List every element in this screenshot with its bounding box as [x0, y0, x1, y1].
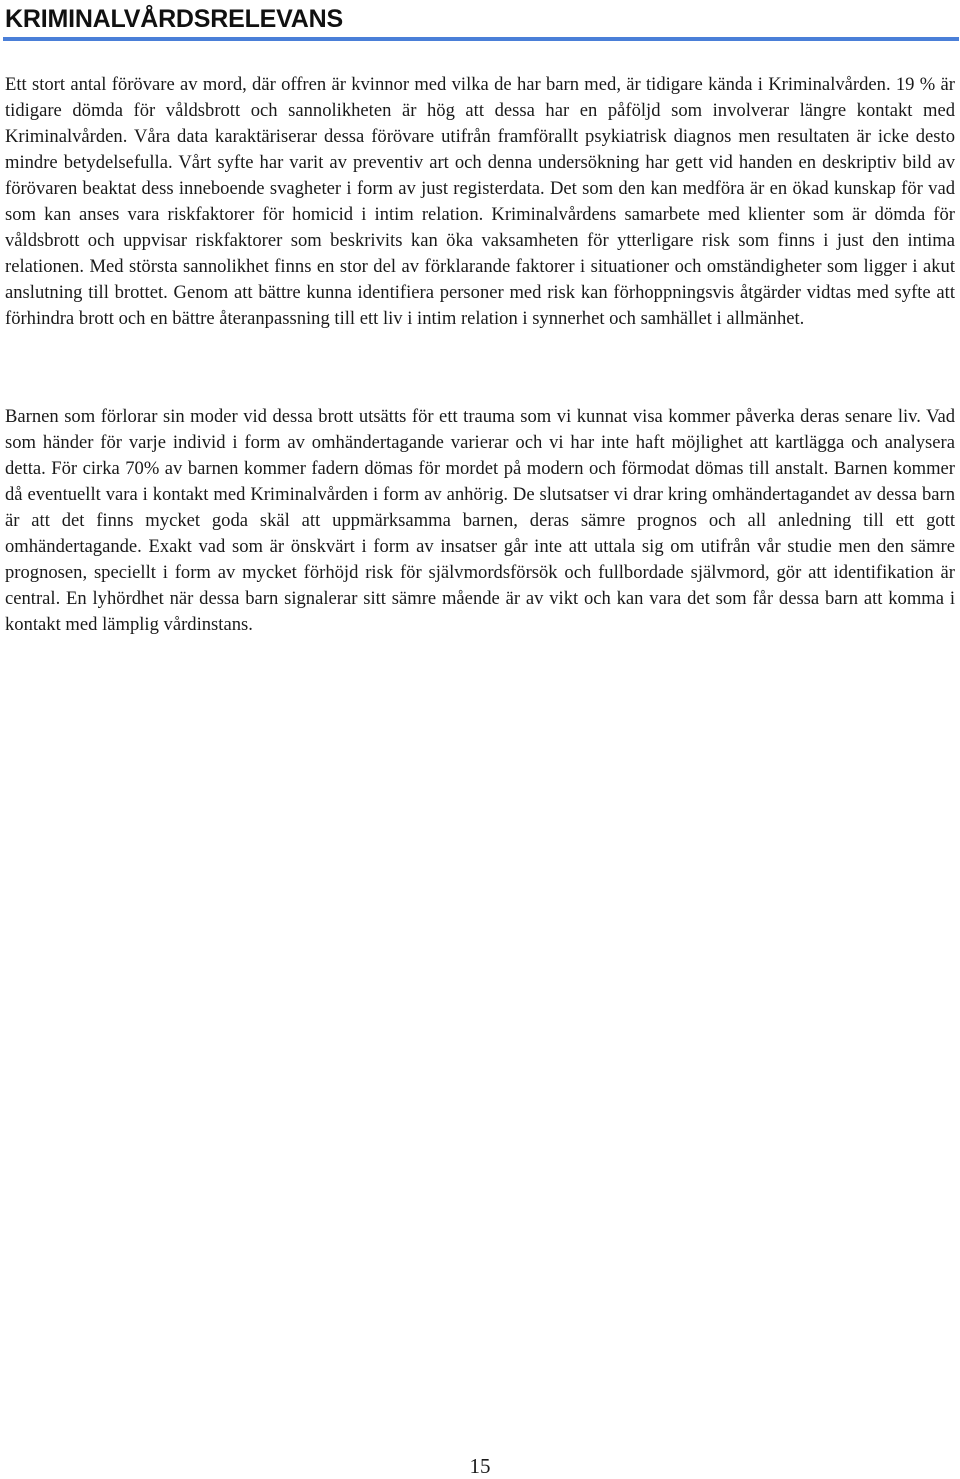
page-number: 15	[469, 1454, 491, 1478]
body-paragraph-1: Ett stort antal förövare av mord, där offren är kvinnor med vilka de har barn med, är tidigare kända i Kriminalvården. 19 % är tidigare dömda för våldsbrott och sannolikheten är hög att dessa har en påföljd som involverar längre kontakt med Kriminalvården. Våra data karaktäriserar dessa förövare utifrån framförallt psykiatrisk diagnos men resultaten är icke desto mindre betydelsefulla. Vårt syfte har varit av preventiv art och denna undersökning har gett vid handen en deskriptiv bild av förövaren beaktat dess inneboende svagheter i form av just registerdata. Det som den kan medföra är en ökad kunskap för vad som kan anses vara riskfaktorer för homicid i intim relation. Kriminalvårdens samarbete med klienter som är dömda för våldsbrott och uppvisar riskfaktorer som beskrivits kan öka vaksamheten för ytterligare risk som finns i just den intima relationen. Med största sannolikhet finns en stor del av förklarande faktorer i situationer och omständigheter som ligger i akut anslutning till brottet. Genom att bättre kunna identifiera personer med risk kan förhoppningsvis åtgärder vidtas med syfte att förhindra brott och en bättre återanpassning till ett liv i intim relation i synnerhet och samhället i allmänhet.	[5, 74, 955, 329]
page-title: KRIMINALVÅRDSRELEVANS	[5, 5, 343, 33]
heading-underline-rule	[3, 37, 959, 41]
body-paragraph-2: Barnen som förlorar sin moder vid dessa brott utsätts för ett trauma som vi kunnat visa kommer påverka deras senare liv. Vad som händer för varje individ i form av omhändertagande varierar och vi har inte haft möjlighet att kartlägga och analysera detta. För cirka 70% av barnen kommer fadern dömas för mordet på modern och förmodat dömas till anstalt. Barnen kommer då eventuellt vara i kontakt med Kriminalvården i form av anhörig. De slutsatser vi drar kring omhändertagandet av dessa barn är att det finns mycket goda skäl att uppmärksamma barnen, deras sämre prognos och all anledning till ett gott omhändertagande. Exakt vad som är önskvärt i form av insatser går inte att uttala sig om utifrån vår studie men den sämre prognosen, speciellt i form av mycket förhöjd risk för självmordsförsök och fullbordade självmord, gör att identifikation är central. En lyhördhet när dessa barn signalerar sitt sämre mående är av vikt och kan vara det som får dessa barn att komma i kontakt med lämplig vårdinstans.	[5, 406, 955, 635]
